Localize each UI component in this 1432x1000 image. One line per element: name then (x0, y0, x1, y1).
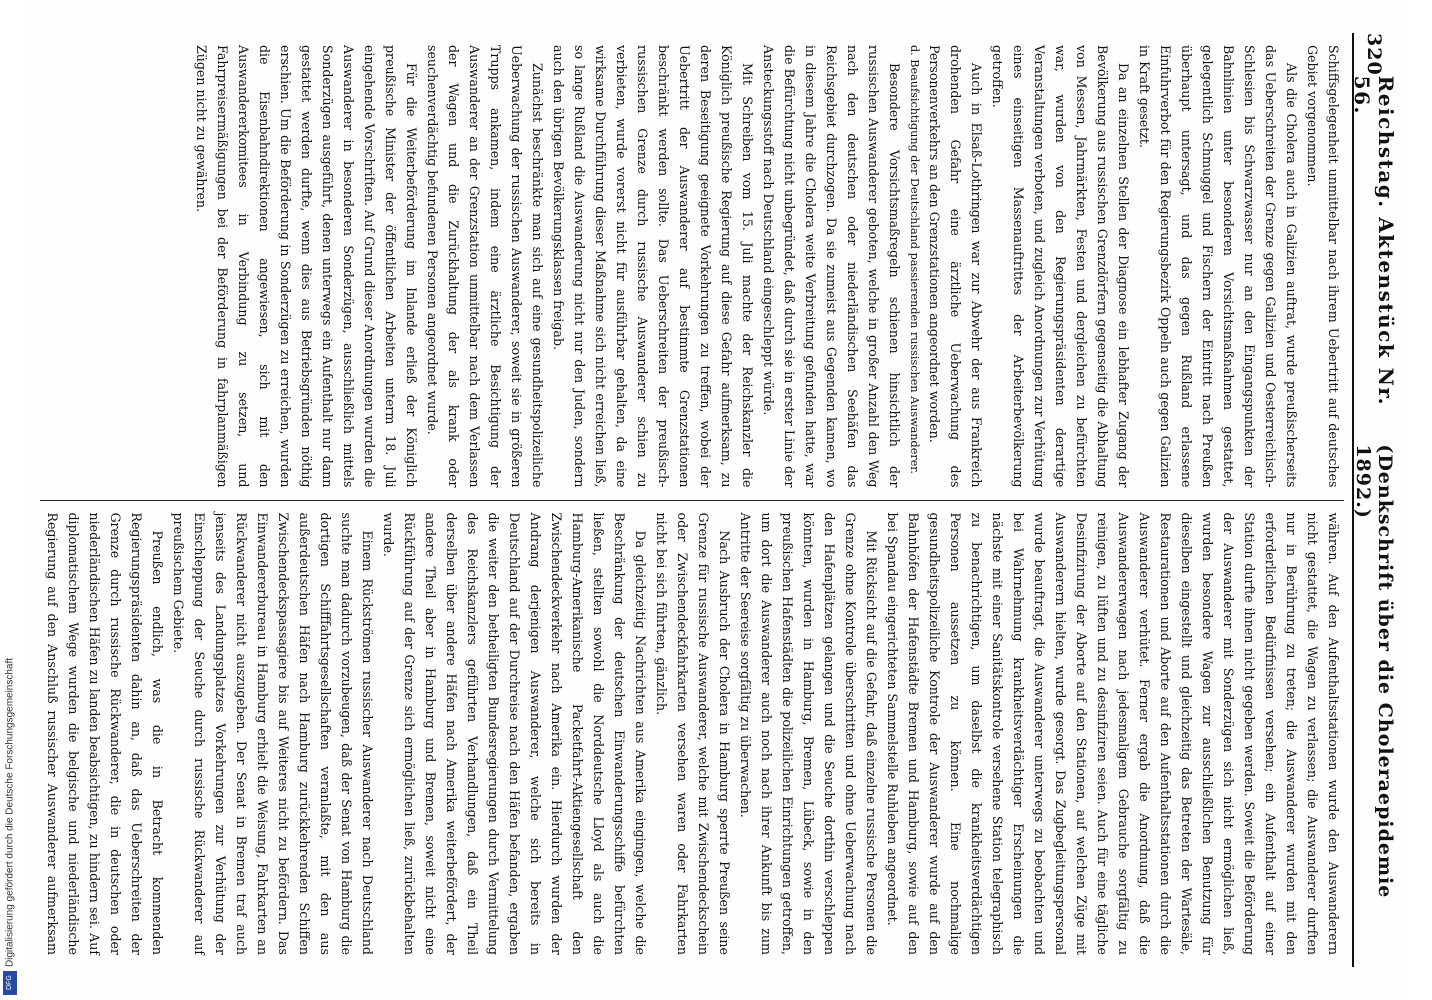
paragraph: Als die Cholera auch in Galizien auftrat, wurde preußischerseits das Ueberschreiten der Grenze gegen Galizien und Oesterreichisch-Schlesien bis Schwarzwasser nur an den Eingangspunkten der Bahnlinien unter besonderen Vorsichtsmaßnahmen gestattet, gelegentlich Schmuggel und Fischern der Eintritt nach Preußen überhaupt untersagt, und das gegen Rußland erlassene Einfuhrverbot für den Regierungsbezirk Oppeln auch gegen Galizien in Kraft gesetzt. (1137, 45, 1299, 488)
paragraph: Nach Ausbruch der Cholera in Hamburg sperrte Preußen seine Grenze für russische Auswanderer, welche mit Zwischendeckschein oder Zwischendeckfahrkarten versehen waren oder Fahrkarten nicht bei sich führten, gänzlich. (654, 512, 732, 955)
right-column (40, 501, 1344, 968)
page-number: 320 (1363, 33, 1385, 76)
document-page (26, 5, 1406, 995)
paragraph: Besondere Vorsichtsmaßregeln schienen hinsichtlich der russischen Auswanderer geboten, welche in großer Anzahl den Weg nach den deutschen oder niederländischen Seehäfen das Reichsgebiet durchzogen. Da sie zumeist aus Gegenden kamen, wo in diesem Jahre die Cholera weite Verbreitung gefunden hatte, war die Befürchtung nicht unbegründet, daß durch sie in erster Linie der Ansteckungsstoff nach Deutschland eingeschleppt würde. (761, 45, 902, 488)
page-header (1350, 33, 1398, 967)
paragraph: Da an einzelnen Stellen der Diagnose ein lebhafter Zugang der Bevölkerung aus russischen Grenzdörfern gegenseitig die Abhaltung von Messen, Jahrmärkten, Festen und dergleichen zu befürchten war, wurden von den Regierungspräsidenten derartige Veranstaltungen verboten, und zugleich Anordnungen zur Verhütung eines einseitigen Massenauftrittes der Arbeiterbevölkerung getroffen. (990, 45, 1131, 488)
page-running-title: Reichstag. Aktenstück Nr. 56. (1350, 75, 1398, 407)
dfg-logo: DFG (3, 971, 17, 995)
paragraph: Mit Rücksicht auf die Gefahr, daß einzelne russische Personen die Grenze ohne Kontrole überschritten und ohne Ueberwachung nach den Hafenplätzen gelangen und die Seuche dorthin verschleppen könnten, wurden in Hamburg, Bremen, Lübeck, sowie in den preußischen Hafenstädten die polizeilichen Einrichtungen getroffen, um dort die Auswanderer auch noch nach ihrer Ankunft bis zum Antritte der Seereise sorgfältig zu überwachen. (738, 512, 879, 955)
paragraph: Schiffsgelegenheit unmittelbar nach ihrem Uebertritt auf deutsches Gebiet vorgenommen. (1305, 45, 1341, 488)
paragraph: währen. Auf den Aufenthaltsstationen wurde den Auswanderern nicht gestattet, die Wagen zu verlassen; die Auswanderer durften nur in Berührung zu treten; die Auswanderer wurden mit den erforderlichen Bedürfnissen versehen; ein Aufenthalt auf einer Station durfte ihnen nicht gegeben werden. Soweit die Beförderung der Auswanderer mit Sonderzügen sich nicht ermöglichen ließ, wurden besondere Wagen zur ausschließlichen Benutzung für dieselben eingestellt und gleichzeitig das Betreten der Wartesäle, Restaurationen und Aborte auf den Aufenthaltsstationen durch die Auswanderer verhütet. Ferner ergab die Anordnung, daß die Auswandererwagen nach jedesmaligem Gebrauche sorgfältig zu reinigen, zu lüften und zu desinfiziren seien. Auch für eine tägliche Desinfizirung der Aborte auf den Stationen, auf welchen Züge mit Auswanderern hielten, wurde gesorgt. Das Zugbegleitungspersonal wurde beauftragt, die Auswanderer unterwegs zu beobachten und bei Wahrnehmung krankheitsverdächtiger Erscheinungen die nächste mit einer Sanitätskontrole versehene Station telegraphisch zu benachrichtigen, um daselbst die krankheitsverdächtigen Personen aussetzen zu können. Eine nochmalige gesundheitspolizeiliche Kontrole der Auswanderer wurde auf den Bahnhöfen der Hafenstädte Bremen und Hamburg, sowie auf den bei Spandau eingerichteten Sammelstelle Ruhleben angeordnet. (885, 512, 1341, 955)
paragraph: Da gleichzeitig Nachrichten aus Amerika eingingen, welche die Beschränkung der deutschen Einwanderungsschiffe befürchten ließen, stellten sowohl die Norddeutsche Lloyd als auch die Hamburg-Amerikanische Packetfahrt-Aktiengesellschaft den Zwischendeckverkehr nach Amerika ein. Hierdurch wurden der Andrang derjenigen Auswanderer, welche sich bereits in Deutschland auf der Durchreise nach den Häfen befanden, ergaben die weiter den betheiligten Bundesregierungen durch Vermittelung des Reichskanzlers geführten Verhandlungen, daß ein Theil derselben über andere Häfen nach Amerika weiterbefördert, der andere Theil aber in Hamburg und Bremen, soweit nicht eine Rückführung auf der Grenze sich ermöglichen ließ, zurückbehalten wurde. (381, 512, 648, 955)
text-columns (40, 33, 1344, 967)
page-section-title: (Denkschrift über die Choleraepidemie 1892.) (1352, 444, 1396, 899)
section-heading: d. Beaufsichtigung der Deutschland passierenden russischen Auswanderer. (908, 45, 921, 474)
paragraph: Für die Weiterbeförderung im Inlande erließ der Königlich preußische Minister der öffentlichen Arbeiten unterm 18. Juli eingehende Vorschriften. Auf Grund dieser Anordnungen wurden die Auswanderer in besonderen Sonderzügen, ausschließlich mittels Sonderzügen ausgeführt, denen unterwegs ein Aufenthalt nur dann gestattet werden durfte, wenn dies aus Betriebsgründen nöthig erschien. Um die Beförderung in Sonderzügen zu erreichen, wurden die Eisenbahndirektionen angewiesen, sich mit den Auswandererkomitees in Verbindung zu setzen, und Fahrpreisermäßigungen bei der Beförderung in fahrplanmäßigen Zügen nicht zu gewähren. (194, 45, 419, 488)
paragraph: Zunächst beschränkte man sich auf eine gesundheitspolizeiliche Ueberwachung der russischen Auswanderer, soweit sie in größeren Trupps ankamen, indem eine ärztliche Besichtigung der Auswanderer an der Grenzstation unmittelbar nach dem Verlassen der Wagen und die Zurückhaltung der als krank oder seuchenverdächtig befundenen Personen angeordnet wurde. (425, 45, 545, 488)
paragraph: Preußen endlich, was die in Betracht kommenden Regierungspräsidenten dahin an, daß das Ueberschreiten der Grenze durch russische Rückwanderer, die in deutschen oder niederländischen Häfen zu landen beabsichtigen, zu hindern sei. Auf diplomatischem Wege wurden die belgische und niederländische Regierung auf den Anschluß russischer Auswanderer aufmerksam (45, 512, 165, 955)
digitization-note: Digitalisierung gefördert durch die Deutsche Forschungsgemeinschaft (4, 657, 16, 967)
paragraph: Auch in Elsaß-Lothringen war zur Abwehr der aus Frankreich drohenden Gefahr eine ärztliche Ueberwachung des Personenverkehrs an den Grenzstationen angeordnet worden. (927, 45, 984, 488)
left-column (40, 33, 1344, 500)
paragraph: Einem Rückströmen russischer Auswanderer nach Deutschland suchte man dadurch vorzubeugen, daß der Senat von Hamburg die dortigen Schifffahrtsgesellschaften veranlaßte, mit den aus außerdeutschen Häfen nach Hamburg zurückkehrenden Schiffen Zwischendeckspassagiere bis auf Weiteres nicht zu befördern. Das Einwandererbureau in Hamburg erhielt die Weisung, Fahrkarten an Rückwanderer nicht auszugeben. Der Senat in Bremen traf auch jenseits des Landungsplatzes Vorkehrungen zur Verhütung der Einschleppung der Seuche durch russische Rückwanderer auf preußischem Gebiete. (171, 512, 375, 955)
paragraph: Mit Schreiben vom 15. Juli machte der Reichskanzler die Königlich preußische Regierung auf diese Gefahr aufmerksam, zu deren Beseitigung geeignete Vorkehrungen zu treffen, wobei der Uebertritt der Auswanderer auf bestimmte Grenzstationen beschränkt werden sollte. Das Ueberschreiten der preußisch-russischen Grenze durch russische Auswanderer schien zu verbieten, wurde vorerst nicht für ausführbar gehalten, da eine wirksame Durchführung dieser Maßnahme sich nicht erreichen ließ, so lange Rußland die Auswanderung nicht nur den Juden, sondern auch den übrigen Bevölkerungsklassen freigab. (551, 45, 755, 488)
digitization-stamp (2, 640, 18, 995)
